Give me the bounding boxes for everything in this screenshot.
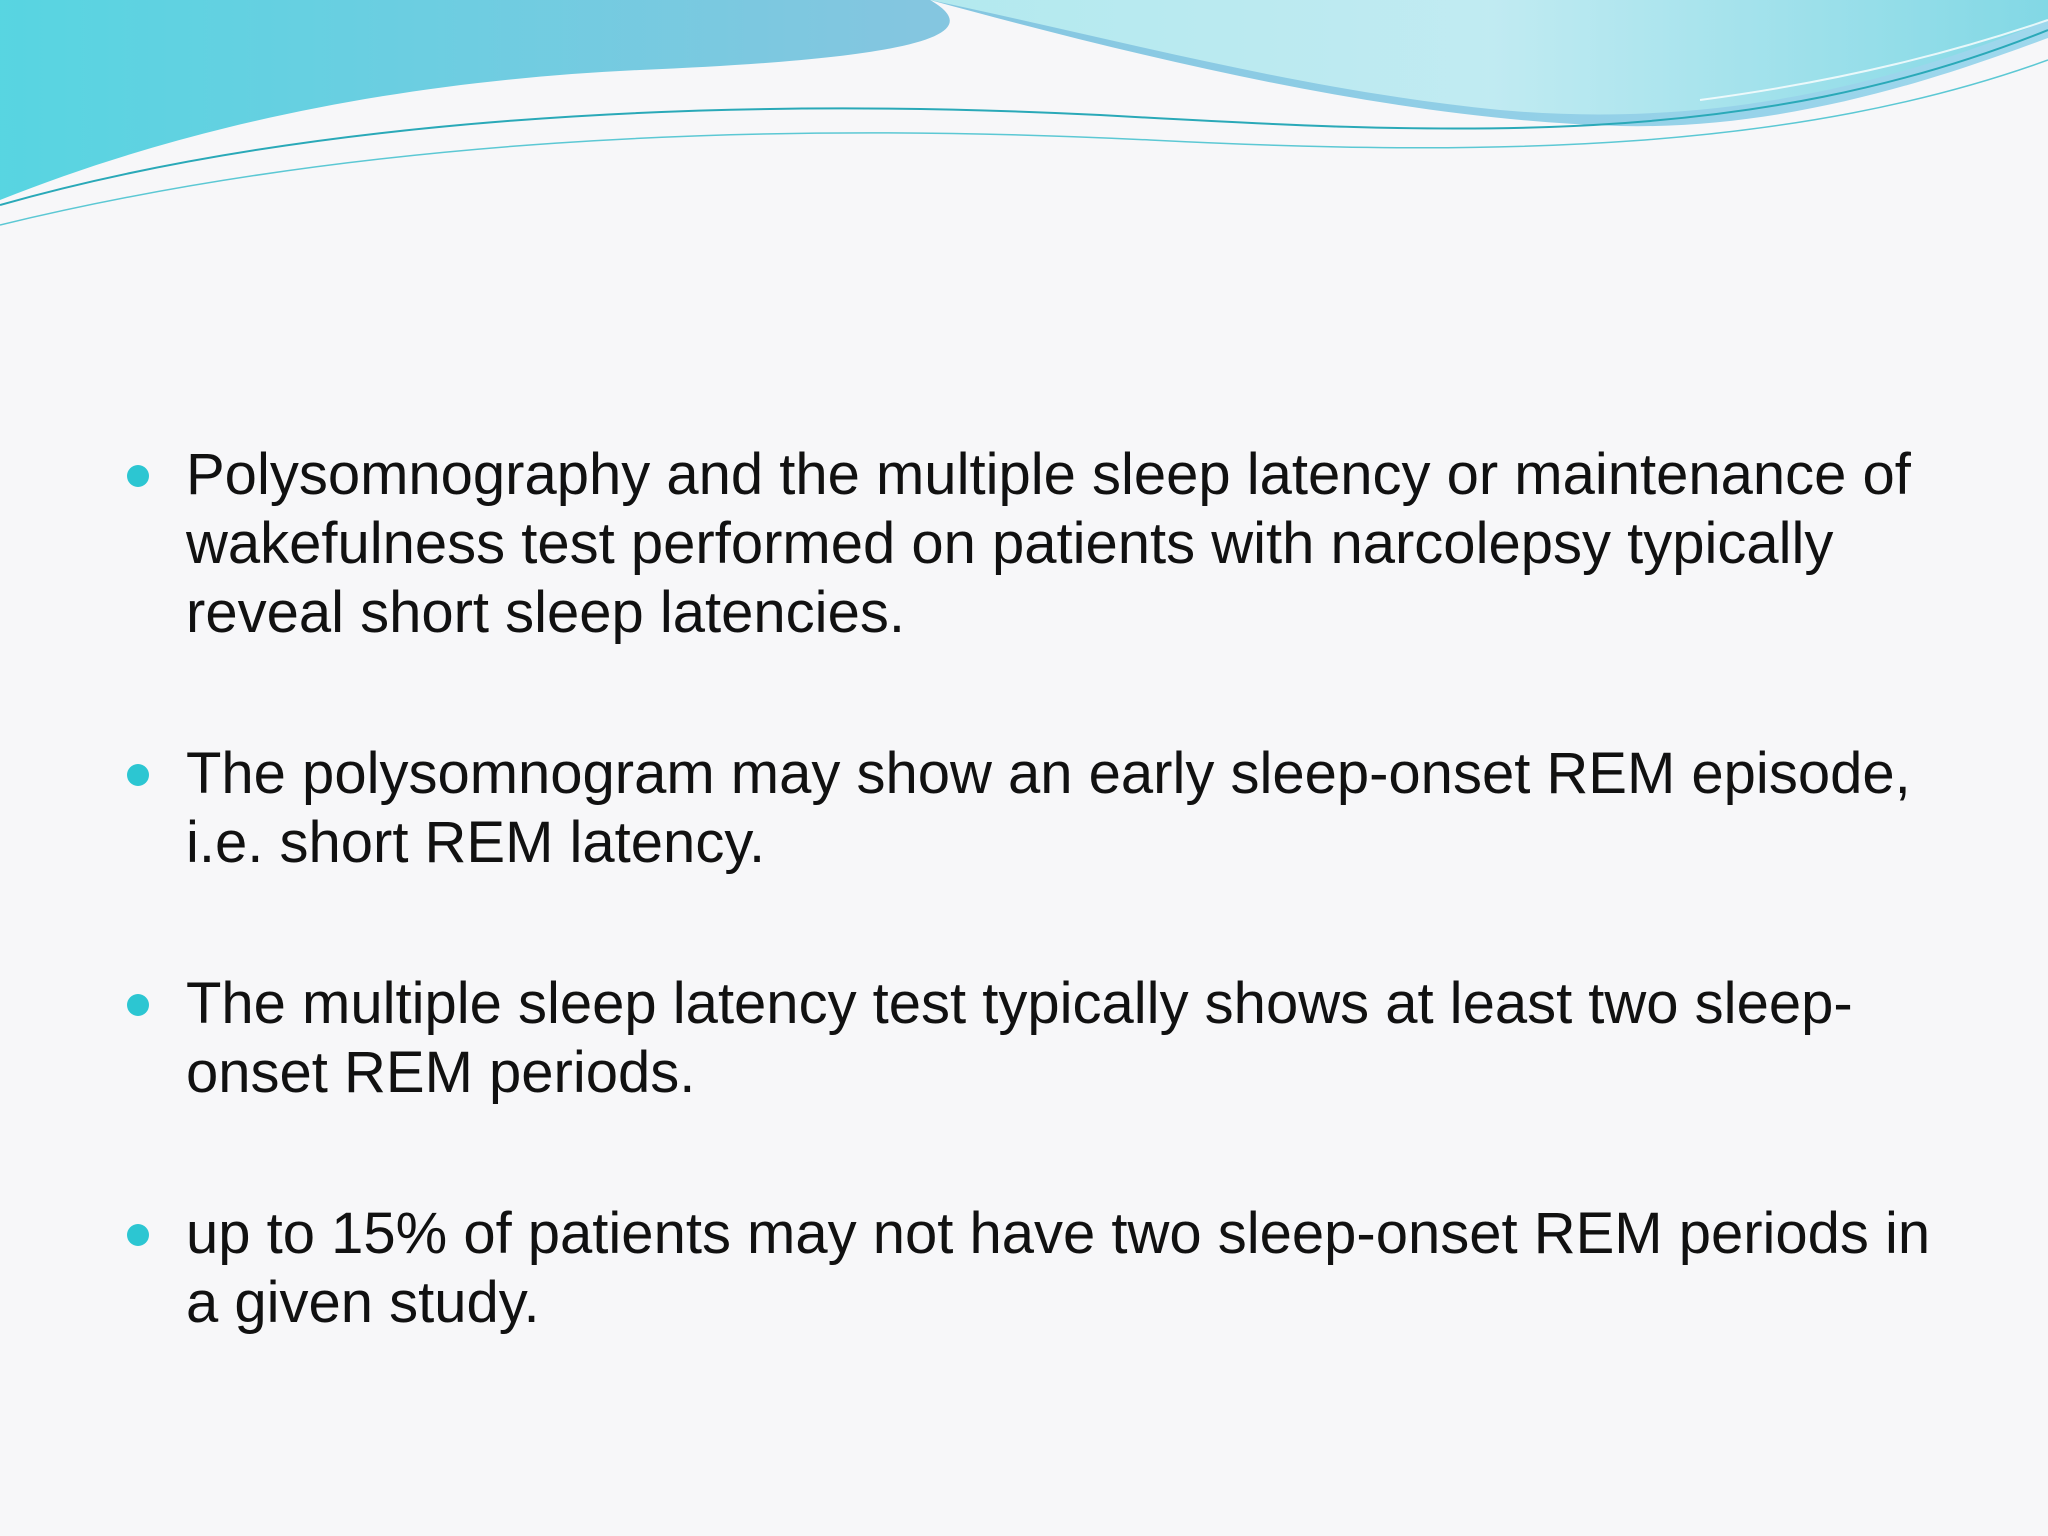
bullet-icon	[127, 764, 149, 786]
bullet-text: The polysomnogram may show an early sleep-onset REM episode, i.e. short REM latency.	[186, 741, 1911, 875]
bullet-icon	[127, 465, 149, 487]
bullet-item	[120, 440, 1940, 647]
decorative-wave-header	[0, 0, 2048, 240]
bullet-text: The multiple sleep latency test typically shows at least two sleep-onset REM periods.	[186, 971, 1853, 1105]
bullet-item	[120, 969, 1940, 1107]
slide-content	[120, 440, 1940, 1337]
bullet-text: Polysomnography and the multiple sleep latency or maintenance of wakefulness test performed on patients with narcolepsy typically reveal short sleep latencies.	[186, 442, 1911, 645]
bullet-list	[120, 440, 1940, 1337]
bullet-icon	[127, 994, 149, 1016]
bullet-icon	[127, 1224, 149, 1246]
bullet-text: up to 15% of patients may not have two sleep-onset REM periods in a given study.	[186, 1201, 1931, 1335]
bullet-item	[120, 1199, 1940, 1337]
bullet-item	[120, 739, 1940, 877]
